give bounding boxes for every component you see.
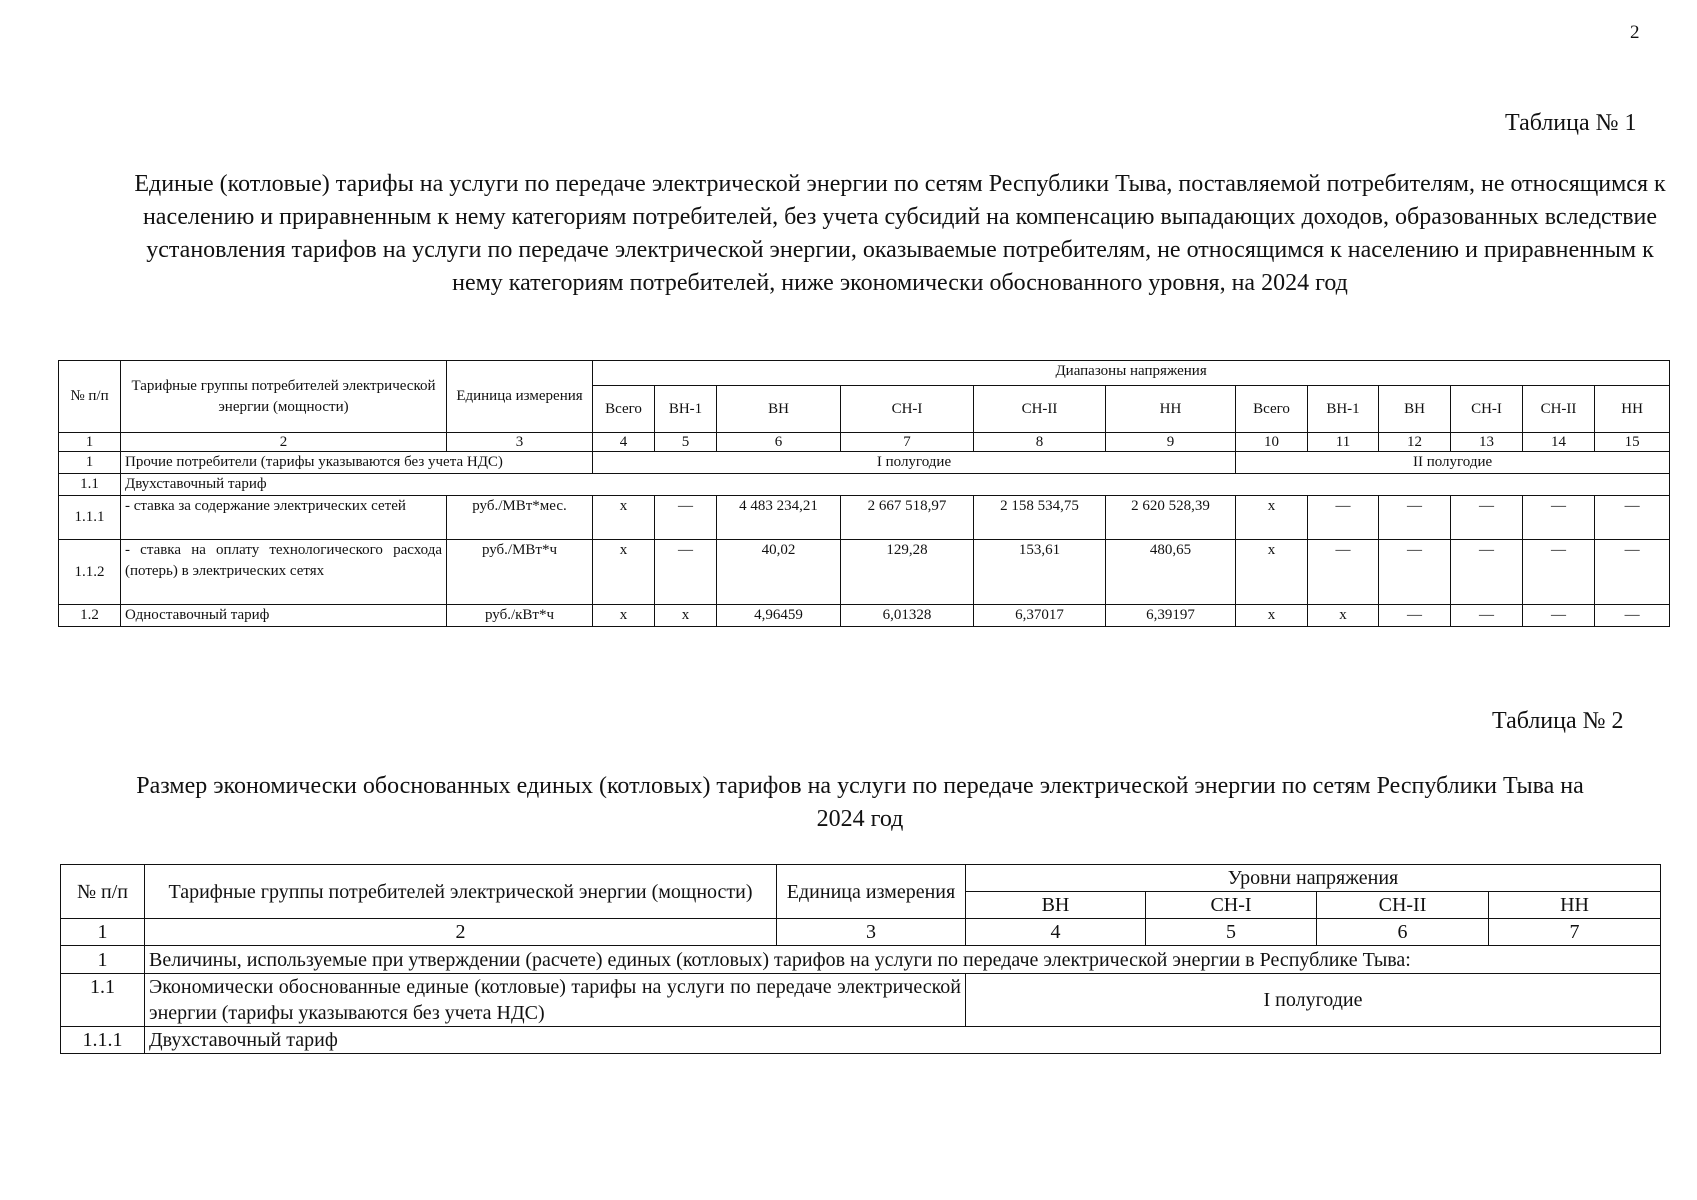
table-row bbox=[61, 974, 1661, 1027]
table-cell: 480,65 bbox=[1106, 540, 1236, 605]
header-level: НН bbox=[1106, 386, 1236, 433]
header-level: СН-II bbox=[974, 386, 1106, 433]
half-year-label: I полугодие bbox=[966, 974, 1661, 1027]
table-row bbox=[61, 946, 1661, 974]
table-cell: — bbox=[1379, 540, 1451, 605]
row-number: 1 bbox=[59, 452, 121, 474]
table-cell: 40,02 bbox=[717, 540, 841, 605]
row-number: 1.1 bbox=[59, 474, 121, 496]
tariff-table-1 bbox=[58, 360, 1670, 627]
row-name: Экономически обоснованные единые (котловые) тарифы на услуги по передаче электрической энергии (тарифы указываются без учета НДС) bbox=[145, 974, 966, 1027]
row-number: 1.1.1 bbox=[59, 496, 121, 540]
table-cell: 2 620 528,39 bbox=[1106, 496, 1236, 540]
table-cell: x bbox=[593, 496, 655, 540]
table-cell: 6,01328 bbox=[841, 605, 974, 627]
table1-title: Единые (котловые) тарифы на услуги по передаче электрической энергии по сетям Республики Тыва, поставляемой потребителям, не относящимся к населению и приравненным к нему категориям потребителей, без учета субсидий на компенсацию выпадающих доходов, образованных вследствие установления тарифов на услуги по передаче электрической энергии, оказываемые потребителям, не относящимся к населению и приравненным к нему категориям потребителей, ниже экономически обоснованного уровня, на 2024 год bbox=[134, 171, 1666, 296]
page-number: 2 bbox=[1630, 22, 1640, 43]
table-cell: — bbox=[1595, 496, 1670, 540]
table-row bbox=[59, 540, 1670, 605]
header-level: СН-I bbox=[1451, 386, 1523, 433]
table-cell: — bbox=[1595, 605, 1670, 627]
header-level: НН bbox=[1595, 386, 1670, 433]
table-row bbox=[59, 452, 1670, 474]
column-number: 12 bbox=[1379, 433, 1451, 452]
header-level: СН-II bbox=[1317, 892, 1489, 919]
row-number: 1.1.2 bbox=[59, 540, 121, 605]
header-level: СН-I bbox=[841, 386, 974, 433]
table-row bbox=[59, 496, 1670, 540]
table-cell: — bbox=[1523, 540, 1595, 605]
table-cell: 4,96459 bbox=[717, 605, 841, 627]
column-number: 7 bbox=[841, 433, 974, 452]
table2-caption: Таблица № 2 bbox=[1492, 708, 1624, 734]
header-voltage-ranges: Диапазоны напряжения bbox=[593, 361, 1670, 386]
table-cell: 2 158 534,75 bbox=[974, 496, 1106, 540]
column-number: 15 bbox=[1595, 433, 1670, 452]
table-cell: — bbox=[1451, 540, 1523, 605]
column-number: 13 bbox=[1451, 433, 1523, 452]
row-unit: руб./кВт*ч bbox=[447, 605, 593, 627]
table-cell: 129,28 bbox=[841, 540, 974, 605]
table-cell: x bbox=[655, 605, 717, 627]
table-row bbox=[59, 605, 1670, 627]
table-cell: — bbox=[655, 496, 717, 540]
row-name: Прочие потребители (тарифы указываются без учета НДС) bbox=[121, 452, 593, 474]
table-cell: — bbox=[1523, 496, 1595, 540]
header-voltage-levels: Уровни напряжения bbox=[966, 865, 1661, 892]
column-number: 11 bbox=[1308, 433, 1379, 452]
half-year-label: II полугодие bbox=[1236, 452, 1670, 474]
row-unit: руб./МВт*ч bbox=[447, 540, 593, 605]
header-num: № п/п bbox=[61, 865, 145, 919]
header-level: ВН-1 bbox=[655, 386, 717, 433]
table-cell: 4 483 234,21 bbox=[717, 496, 841, 540]
row-name: - ставка на оплату технологического расхода (потерь) в электрических сетях bbox=[121, 540, 447, 605]
row-name: Одноставочный тариф bbox=[121, 605, 447, 627]
row-number: 1.1.1 bbox=[61, 1027, 145, 1054]
table-cell: x bbox=[593, 605, 655, 627]
tariff-table-2 bbox=[60, 864, 1661, 1054]
column-number: 4 bbox=[966, 919, 1146, 946]
header-level: Всего bbox=[1236, 386, 1308, 433]
table-row bbox=[61, 1027, 1661, 1054]
column-number: 1 bbox=[61, 919, 145, 946]
table-cell: x bbox=[1236, 540, 1308, 605]
header-level: ВН bbox=[717, 386, 841, 433]
table-cell: — bbox=[1523, 605, 1595, 627]
table-cell: — bbox=[1308, 540, 1379, 605]
header-unit: Единица измерения bbox=[777, 865, 966, 919]
row-name: Двухставочный тариф bbox=[121, 474, 1670, 496]
table-cell: x bbox=[1308, 605, 1379, 627]
column-number: 5 bbox=[1146, 919, 1317, 946]
header-level: СН-II bbox=[1523, 386, 1595, 433]
table-cell: 153,61 bbox=[974, 540, 1106, 605]
table-row bbox=[59, 474, 1670, 496]
column-number: 7 bbox=[1489, 919, 1661, 946]
column-number: 2 bbox=[121, 433, 447, 452]
header-level: ВН bbox=[966, 892, 1146, 919]
column-number: 14 bbox=[1523, 433, 1595, 452]
column-number: 1 bbox=[59, 433, 121, 452]
column-number: 3 bbox=[777, 919, 966, 946]
column-number: 4 bbox=[593, 433, 655, 452]
column-number: 6 bbox=[1317, 919, 1489, 946]
row-name: Величины, используемые при утверждении (расчете) единых (котловых) тарифов на услуги по передаче электрической энергии в Республике Тыва: bbox=[145, 946, 1661, 974]
column-number: 6 bbox=[717, 433, 841, 452]
row-unit: руб./МВт*мес. bbox=[447, 496, 593, 540]
header-group: Тарифные группы потребителей электрической энергии (мощности) bbox=[145, 865, 777, 919]
header-num: № п/п bbox=[59, 361, 121, 433]
table-cell: — bbox=[1379, 605, 1451, 627]
table-cell: — bbox=[1595, 540, 1670, 605]
table-cell: x bbox=[1236, 605, 1308, 627]
column-number: 2 bbox=[145, 919, 777, 946]
column-number: 5 bbox=[655, 433, 717, 452]
row-number: 1.1 bbox=[61, 974, 145, 1027]
half-year-label: I полугодие bbox=[593, 452, 1236, 474]
table-cell: — bbox=[1451, 605, 1523, 627]
row-number: 1 bbox=[61, 946, 145, 974]
header-level: СН-I bbox=[1146, 892, 1317, 919]
table-cell: x bbox=[593, 540, 655, 605]
table1-caption: Таблица № 1 bbox=[1505, 110, 1637, 136]
table-cell: 6,39197 bbox=[1106, 605, 1236, 627]
column-number: 9 bbox=[1106, 433, 1236, 452]
table-cell: 6,37017 bbox=[974, 605, 1106, 627]
column-number: 3 bbox=[447, 433, 593, 452]
table2-title: Размер экономически обоснованных единых (котловых) тарифов на услуги по передаче электрической энергии по сетям Республики Тыва на 2024 год bbox=[136, 773, 1584, 832]
column-number: 10 bbox=[1236, 433, 1308, 452]
header-unit: Единица измерения bbox=[447, 361, 593, 433]
table-cell: 2 667 518,97 bbox=[841, 496, 974, 540]
column-number: 8 bbox=[974, 433, 1106, 452]
header-level: НН bbox=[1489, 892, 1661, 919]
table-cell: — bbox=[1379, 496, 1451, 540]
header-group: Тарифные группы потребителей электрической энергии (мощности) bbox=[121, 361, 447, 433]
row-number: 1.2 bbox=[59, 605, 121, 627]
header-level: Всего bbox=[593, 386, 655, 433]
header-level: ВН bbox=[1379, 386, 1451, 433]
table-cell: — bbox=[1308, 496, 1379, 540]
header-level: ВН-1 bbox=[1308, 386, 1379, 433]
table-cell: — bbox=[1451, 496, 1523, 540]
table-cell: — bbox=[655, 540, 717, 605]
row-name: - ставка за содержание электрических сетей bbox=[121, 496, 447, 540]
table-cell: x bbox=[1236, 496, 1308, 540]
row-name: Двухставочный тариф bbox=[145, 1027, 1661, 1054]
